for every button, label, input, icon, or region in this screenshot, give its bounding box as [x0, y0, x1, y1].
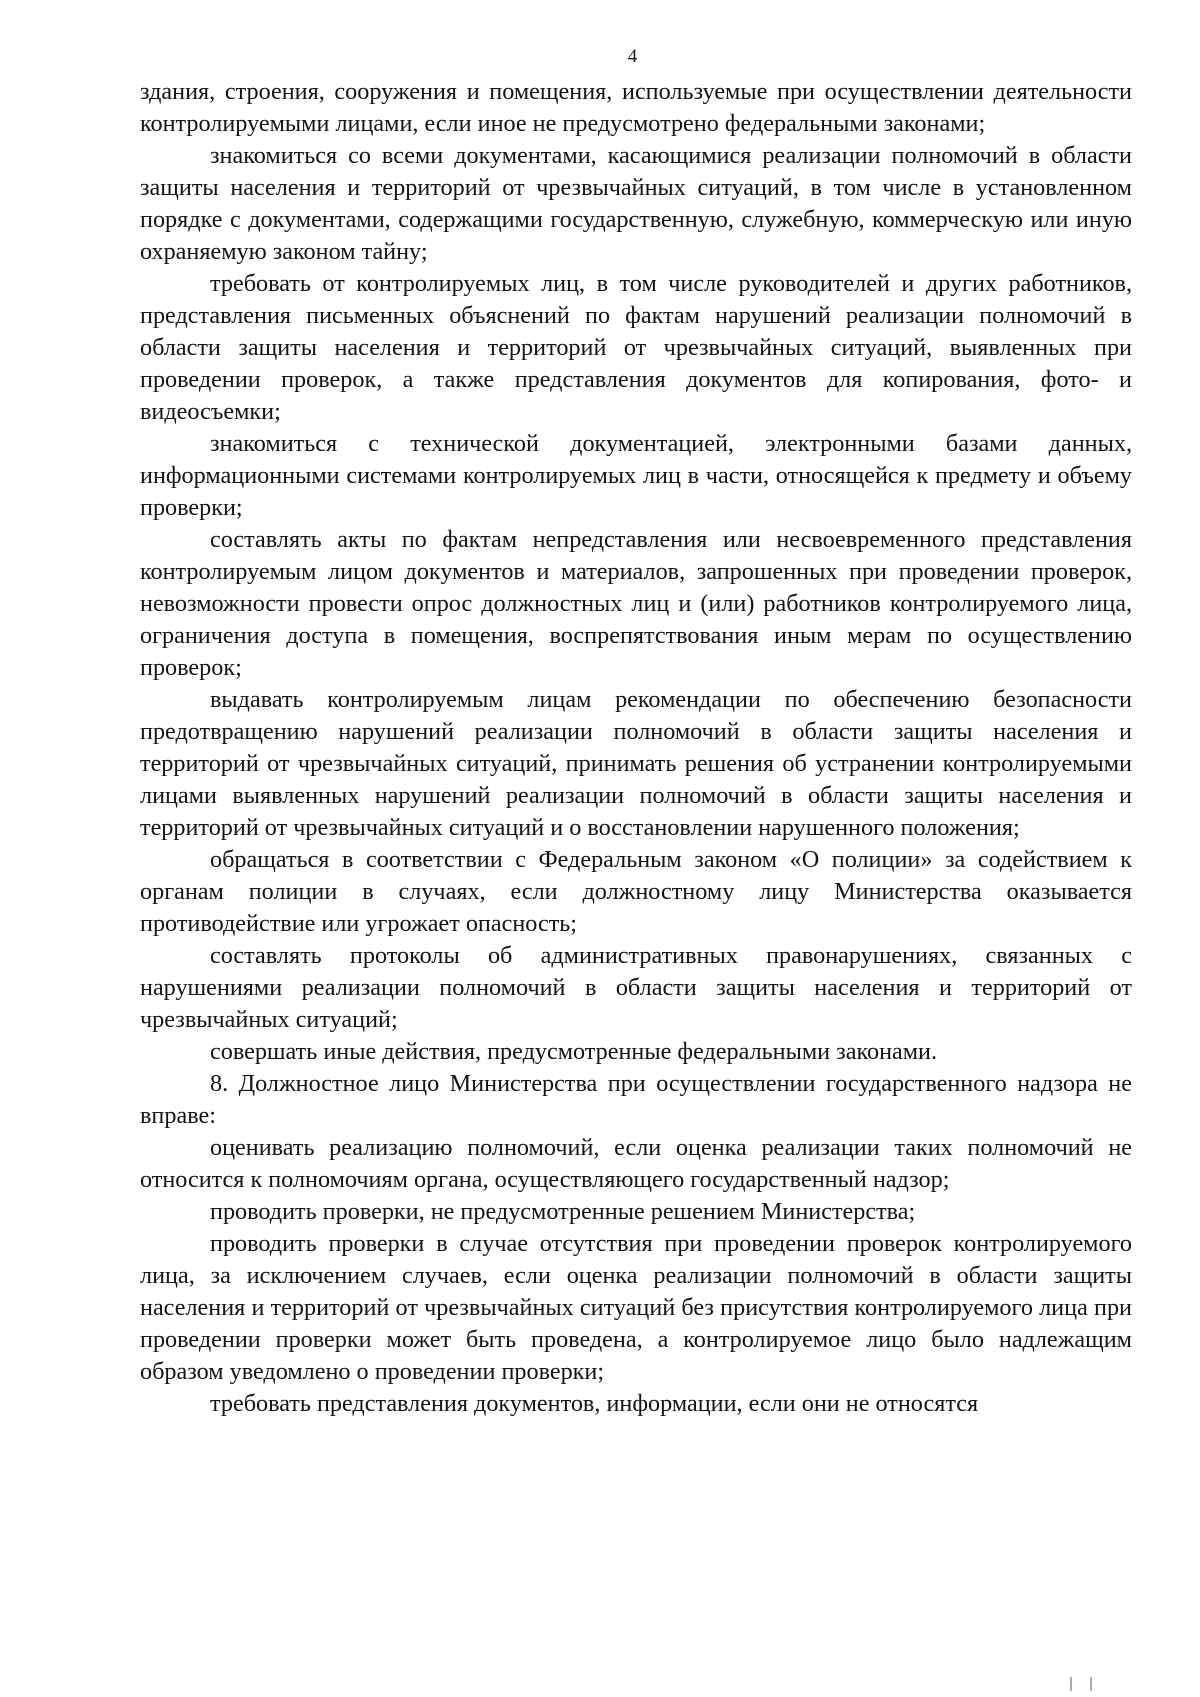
paragraph: обращаться в соответствии с Федеральным законом «О полиции» за содействием к органам полиции в случаях, если должностному лицу Министерства оказывается противодействие или угрожает опасность; [140, 846, 1132, 937]
paragraph: выдавать контролируемым лицам рекомендации по обеспечению безопасности предотвращению нарушений реализации полномочий в области защиты населения и территорий от чрезвычайных ситуаций, принимать решения об устранении контролируемыми лицами выявленных нарушений реализации полномочий в области защиты населения и территорий от чрезвычайных ситуаций и о восстановлении нарушенного положения; [140, 686, 1132, 841]
paragraph: знакомиться с технической документацией, электронными базами данных, информационными системами контролируемых лиц в части, относящейся к предмету и объему проверки; [140, 430, 1132, 521]
paragraph: совершать иные действия, предусмотренные федеральными законами. [210, 1038, 938, 1065]
paragraph: 8. Должностное лицо Министерства при осуществлении государственного надзора не вправе: [140, 1070, 1132, 1129]
paragraph: требовать от контролируемых лиц, в том числе руководителей и других работников, представления письменных объяснений по фактам нарушений реализации полномочий в области защиты населения и территорий от чрезвычайных ситуаций, выявленных при проведении проверок, а также представления документов для копирования, фото- и видеосъемки; [140, 270, 1132, 425]
paragraph: составлять протоколы об административных правонарушениях, связанных с нарушениями реализации полномочий в области защиты населения и территорий от чрезвычайных ситуаций; [140, 942, 1132, 1033]
document-body [140, 76, 1132, 1420]
paragraph: составлять акты по фактам непредставления или несвоевременного представления контролируемым лицом документов и материалов, запрошенных при проведении проверок, невозможности провести опрос должностных лиц и (или) работников контролируемого лица, ограничения доступа в помещения, воспрепятствования иным мерам по осуществлению проверок; [140, 526, 1132, 681]
paragraph: оценивать реализацию полномочий, если оценка реализации таких полномочий не относится к полномочиям органа, осуществляющего государственный надзор; [140, 1134, 1132, 1193]
page-number: 4 [627, 46, 638, 67]
scan-mark [1070, 1677, 1092, 1691]
paragraph: проводить проверки, не предусмотренные решением Министерства; [210, 1198, 916, 1225]
paragraph: требовать представления документов, информации, если они не относятся [210, 1390, 979, 1417]
paragraph: знакомиться со всеми документами, касающимися реализации полномочий в области защиты населения и территорий от чрезвычайных ситуаций, в том числе в установленном порядке с документами, содержащими государственную, служебную, коммерческую или иную охраняемую законом тайну; [140, 142, 1132, 265]
paragraph: здания, строения, сооружения и помещения, используемые при осуществлении деятельности контролируемыми лицами, если иное не предусмотрено федеральными законами; [140, 78, 1132, 137]
paragraph: проводить проверки в случае отсутствия при проведении проверок контролируемого лица, за исключением случаев, если оценка реализации полномочий в области защиты населения и территорий от чрезвычайных ситуаций без присутствия контролируемого лица при проведении проверки может быть проведена, а контролируемое лицо было надлежащим образом уведомлено о проведении проверки; [140, 1230, 1132, 1385]
